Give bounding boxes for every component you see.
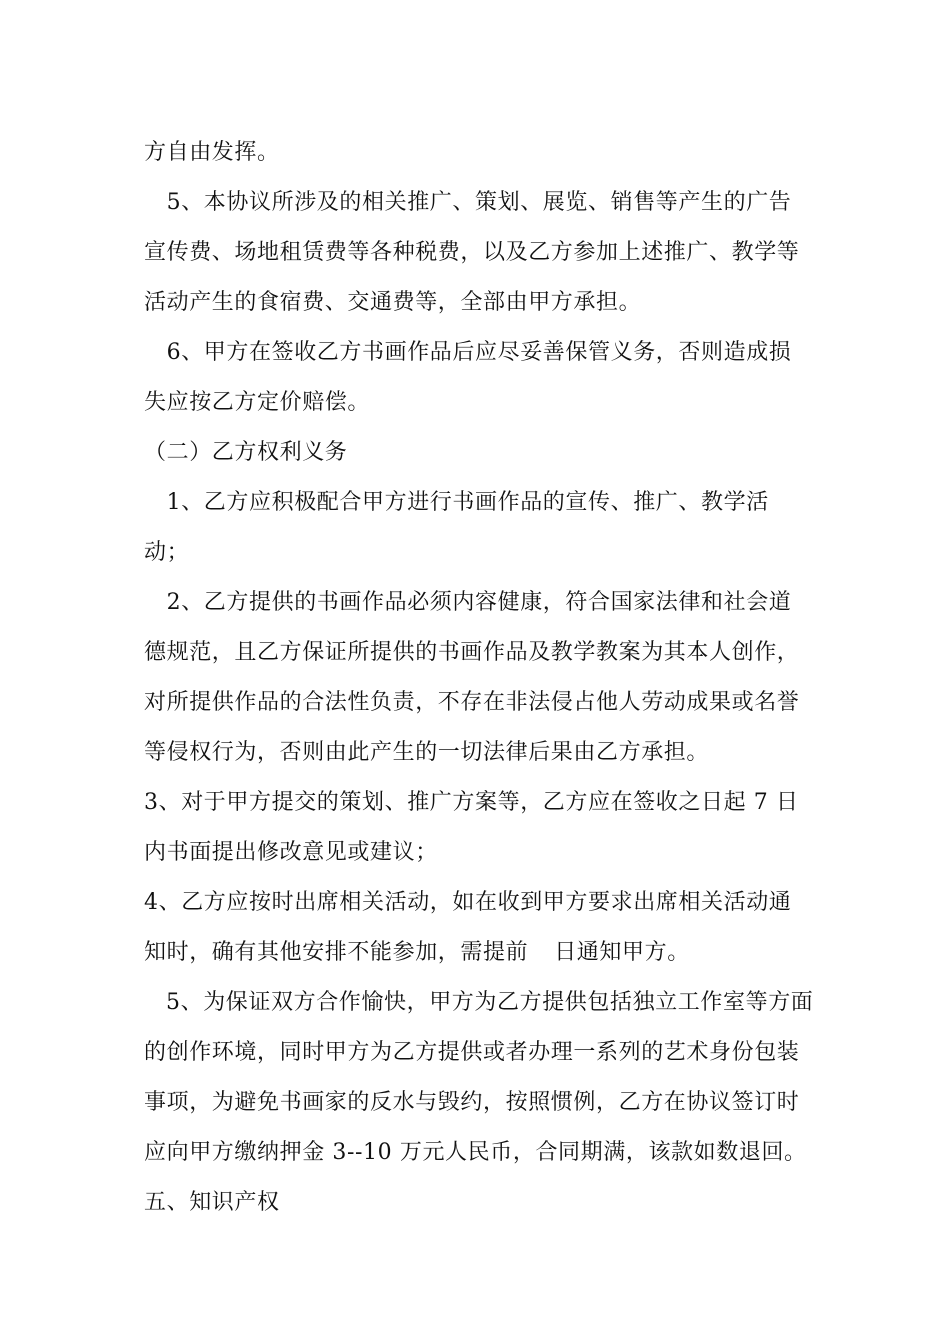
text-line-notice (144, 938, 690, 968)
text-line-6: 失应按乙方定价赔偿。 (144, 390, 371, 415)
text-line-1: 方自由发挥。 (144, 140, 280, 165)
text-line-5: 6、甲方在签收乙方书画作品后应尽妥善保管义务，否则造成损 (144, 340, 792, 365)
text-line-16: 4、乙方应按时出席相关活动，如在收到甲方要求出席相关活动通 (144, 890, 792, 915)
text-line-18: 5、为保证双方合作愉快，甲方为乙方提供包括独立工作室等方面 (166, 990, 814, 1015)
text-line-4: 活动产生的食宿费、交通费等，全部由甲方承担。 (144, 290, 642, 315)
text-line-8: 1、乙方应积极配合甲方进行书画作品的宣传、推广、教学活 (144, 490, 769, 515)
text-line-21: 应向甲方缴纳押金 3--10 万元人民币，合同期满，该款如数退回。 (144, 1140, 807, 1165)
text-line-13: 等侵权行为，否则由此产生的一切法律后果由乙方承担。 (144, 740, 710, 765)
section-heading-party-b: （二）乙方权利义务 (144, 440, 348, 465)
text-line-19: 的创作环境，同时甲方为乙方提供或者办理一系列的艺术身份包装 (144, 1040, 800, 1065)
notice-line-end: 日通知甲方。 (554, 940, 690, 965)
text-line-14: 3、对于甲方提交的策划、推广方案等，乙方应在签收之日起 7 日 (144, 790, 799, 815)
section-heading-ip: 五、知识产权 (144, 1190, 280, 1215)
notice-line-start: 知时，确有其他安排不能参加，需提前 (144, 940, 529, 965)
text-line-10: 2、乙方提供的书画作品必须内容健康，符合国家法律和社会道 (144, 590, 792, 615)
text-line-20: 事项，为避免书画家的反水与毁约，按照惯例，乙方在协议签订时 (144, 1090, 800, 1115)
text-line-2: 5、本协议所涉及的相关推广、策划、展览、销售等产生的广告 (144, 190, 792, 215)
text-line-15: 内书面提出修改意见或建议； (144, 840, 438, 865)
text-line-12: 对所提供作品的合法性负责，不存在非法侵占他人劳动成果或名誉 (144, 690, 800, 715)
text-line-3: 宣传费、场地租赁费等各种税费，以及乙方参加上述推广、教学等 (144, 240, 800, 265)
text-line-9: 动； (144, 540, 190, 565)
text-line-11: 德规范，且乙方保证所提供的书画作品及教学教案为其本人创作， (144, 640, 800, 665)
